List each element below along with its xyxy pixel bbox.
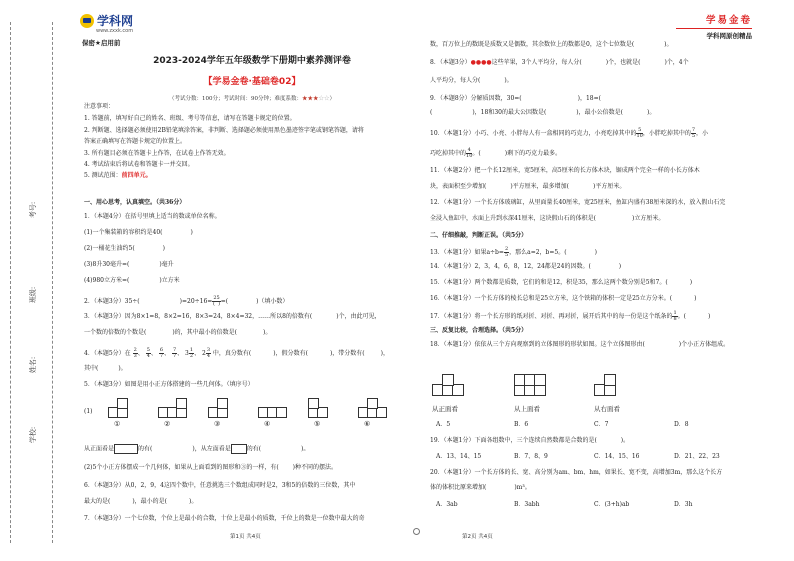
q-text: ) xyxy=(708,313,711,320)
q-text: 巧吃掉其中的 xyxy=(430,150,467,157)
q-text: )平方厘米，最多增加( xyxy=(510,183,570,190)
question-6b xyxy=(84,499,197,505)
question-7: 7．（本题3分）一个七位数，个位上是最小的合数，十位上是最小的质数，千位上的数是一位数中最大的奇 xyxy=(84,515,365,522)
q-text: )，18=( xyxy=(577,95,601,102)
question-1: 1．（本题4分）在括号里填上适当的数或单位名称。 xyxy=(84,213,221,220)
note-item xyxy=(84,173,152,179)
q-text: (2)5个小正方体摆成一个几何体，如果从上面看到的图形和③的一样，有( xyxy=(84,464,279,471)
section-1-heading: 一、用心思考，认真填空。（共36分） xyxy=(84,199,186,206)
q-text: ) xyxy=(618,263,622,270)
q-text: 、 xyxy=(177,350,184,357)
question-12: 12．（本题1分）一个长方体玻璃缸，从里面量长40厘米，宽25厘米，鱼缸内盛有38厘米深的水，放入假山石完 xyxy=(430,199,726,206)
page-footer-left: 第1页 共4页 xyxy=(230,534,261,540)
q-text: 。( xyxy=(472,150,481,157)
q-text: )。 xyxy=(620,437,630,444)
question-11: 11．（本题2分）把一个长12厘米，宽5厘米，高5厘米的长方体木块，锯成两个完全一样的小长方体木 xyxy=(430,167,700,174)
question-20: 20．（本题1分）一个长方体的长、宽、高分别为am、bm、hm，如果长、宽不变，高增加3m，那么这个长方 xyxy=(430,469,723,476)
question-5a xyxy=(84,444,309,454)
question-3 xyxy=(84,314,381,320)
q-text: 的有( xyxy=(246,445,262,453)
school-field-label: 学校: xyxy=(29,426,38,444)
q-text: 。( xyxy=(677,313,686,320)
fraction xyxy=(212,296,220,307)
page-footer-right: 第2页 共4页 xyxy=(462,534,493,540)
q-text: )，假分数有( xyxy=(273,350,308,357)
class-field-label: 班级: xyxy=(29,286,38,304)
exam-subtitle: 【学易金卷·基础卷02】 xyxy=(203,77,301,87)
question-12b xyxy=(430,216,664,222)
option-b[interactable]: B．3abh xyxy=(514,501,540,508)
question-20b xyxy=(430,485,531,491)
q-text: )=20÷16= xyxy=(179,298,213,305)
q-text: ) xyxy=(694,295,697,302)
question-5: 5．（本题3分）如图是用小正方体搭建的一些几何体。（填序号） xyxy=(84,381,254,388)
q-text: )， xyxy=(380,350,389,357)
q-text: 数，百万位上的数既是质数又是偶数，其余数位上的数都是0，这个七位数是( xyxy=(430,41,635,48)
section-2-heading: 二、仔细推敲，判断正误。（共5分） xyxy=(430,232,528,239)
cube-block xyxy=(176,398,187,409)
q-text: )立方厘米。 xyxy=(631,215,665,222)
q-text: 、 xyxy=(164,350,171,357)
fold-mark xyxy=(0,452,1,459)
notes-heading: 注意事项： xyxy=(84,103,115,110)
question-2 xyxy=(84,296,288,307)
right-column-lower xyxy=(430,422,760,522)
q-text: 体的体积比原来增加( xyxy=(430,484,487,491)
q-text: 14．（本题1分）2，3，4，6，8，12，24都是24的因数。( xyxy=(430,263,591,270)
denominator: 5 xyxy=(691,133,696,139)
solid-number-label: ③ xyxy=(214,420,221,428)
exam-meta xyxy=(84,94,420,102)
shape-icon-left xyxy=(231,444,247,454)
q-text: )。 xyxy=(263,329,272,336)
q-text: 的有( xyxy=(138,445,153,453)
note-item: 4. 考试结束后将试卷和答题卡一并交回。 xyxy=(84,161,194,168)
q-text: ) xyxy=(162,245,166,252)
section-3-heading: 三、反复比较，合理选择。（共5分） xyxy=(430,327,528,334)
q-text: 、 xyxy=(137,350,144,357)
view-label: 从上面看 xyxy=(514,405,540,413)
solid-number-label: ① xyxy=(114,420,121,428)
question-7-cont xyxy=(430,42,673,48)
q-text: )。 xyxy=(301,445,310,453)
q-text: )，最小公倍数是( xyxy=(576,109,623,116)
option-d[interactable]: D．8 xyxy=(674,421,689,428)
question-6: 6．（本题3分）从0，2，9，4这四个数中，任意挑选三个数组成同时是2，3和5的倍数的三位数，其中 xyxy=(84,482,356,489)
question-4b xyxy=(84,366,127,372)
note-scope-label: 5. 测试范围： xyxy=(84,172,122,179)
option-c[interactable]: C．7 xyxy=(594,421,609,428)
fraction: $\frac{5}{4}$ xyxy=(146,347,150,359)
q-text: )。 xyxy=(664,41,673,48)
q-text: 一个数的倍数的个数是( xyxy=(84,329,147,336)
question-1b xyxy=(84,246,165,252)
q-text: 其中( xyxy=(84,365,99,372)
question-1a xyxy=(84,230,193,236)
option-a[interactable]: A．3ab xyxy=(436,501,458,508)
q-text: (4)980立方米=( xyxy=(84,277,130,284)
q-text: )个，4个 xyxy=(664,59,689,66)
cube-block xyxy=(367,398,378,409)
cube-block xyxy=(308,398,319,409)
q-text: ) xyxy=(689,279,693,286)
fraction: $\frac{6}{7}$ xyxy=(159,347,163,359)
question-10 xyxy=(430,128,708,139)
logo-text: 学科网 xyxy=(97,14,134,28)
fold-mark xyxy=(0,192,1,199)
q-text: )m³。 xyxy=(514,484,531,491)
question-11b xyxy=(430,184,625,190)
denominator: 10 xyxy=(636,133,643,139)
denominator: 5 xyxy=(504,252,509,258)
numerator: 2 xyxy=(504,246,509,252)
question-14 xyxy=(430,264,621,270)
note-item: 2. 判断题、选择题必须使用2B铅笔填涂答案，非判断、选择题必须使用黑色墨迹签字笔或钢笔答题，请将 xyxy=(84,127,364,134)
star-empty-icon: ☆ xyxy=(324,96,330,102)
q-text: 16．（本题1分）一个长方体的棱长总和是25立方米，这个铁箱的体积一定是25立方分米。( xyxy=(430,295,673,302)
question-8b xyxy=(430,78,513,84)
cube-block xyxy=(117,398,128,409)
numerator: 7 xyxy=(691,127,696,133)
solid-number-label: ② xyxy=(164,420,171,428)
q-text: )，最小的是( xyxy=(132,498,168,505)
solid-number-label: ④ xyxy=(264,420,271,428)
q-text: )（填小数） xyxy=(256,298,289,305)
left-column-lower xyxy=(84,438,420,528)
name-field-label: 姓名: xyxy=(29,356,38,374)
question-3b xyxy=(84,330,271,336)
q-text: )，18和30的最大公因数是( xyxy=(472,109,547,116)
q-text: 最大的是( xyxy=(84,498,111,505)
q-text: (3)8升30毫升=( xyxy=(84,261,130,268)
question-13 xyxy=(430,247,597,258)
note-item: 3. 所有题目必须在答题卡上作答，在试卷上作答无效。 xyxy=(84,150,230,157)
meta-prefix: （考试分数：100分；考试时间：90分钟；难度系数： xyxy=(168,96,302,102)
q-text: 15．（本题1分）两个数都是质数，它们的和是12，积是35，那么这两个数分别是5和7。( xyxy=(430,279,668,286)
q-text: ( xyxy=(430,109,433,116)
question-16 xyxy=(430,296,696,302)
q-text: )。 xyxy=(646,109,656,116)
fraction: $\frac{1}{2}$ xyxy=(189,347,194,359)
fraction: $\frac{3}{4}$ xyxy=(206,347,210,359)
cube-figures xyxy=(84,398,424,434)
q-text: )立方米 xyxy=(159,277,180,284)
cube-block xyxy=(217,398,228,409)
q-text: ) xyxy=(190,229,193,236)
option-a[interactable]: A．13、14、15 xyxy=(436,453,482,460)
q-text: )，从左面看是 xyxy=(192,445,231,453)
star-empty-icon: ☆ xyxy=(318,96,325,102)
q-text: 4．（本题5分）在 xyxy=(84,350,131,357)
question-19 xyxy=(430,438,629,444)
brand-block xyxy=(676,12,752,40)
logo-url: www.zxxk.com xyxy=(96,28,134,34)
fraction: $\frac{2}{3}$ xyxy=(133,347,137,359)
option-c[interactable]: C．(3+h)ab xyxy=(594,501,630,508)
logo-icon xyxy=(80,14,94,28)
star-filled-icon: ★ xyxy=(312,96,319,102)
view-label: 从正面看 xyxy=(432,405,458,413)
q-text: 、 xyxy=(150,350,157,357)
brand-divider xyxy=(676,28,752,29)
question-9 xyxy=(430,96,601,102)
solid-number-label: ⑤ xyxy=(314,420,321,428)
q-text: (2)一桶花生油约5( xyxy=(84,245,135,252)
question-9b xyxy=(430,110,655,116)
option-c[interactable]: C．14、15、16 xyxy=(594,453,640,460)
q-text: 全浸入鱼缸中，水面上升到水深41厘米，这块假山石的体积是( xyxy=(430,215,596,222)
apple-icon: ●●●● xyxy=(470,59,492,66)
fold-line-inner xyxy=(52,22,53,543)
number-field-label: 考号: xyxy=(29,201,38,219)
denominator: 10 xyxy=(466,153,473,159)
fraction: $\frac{7}{7}$ xyxy=(172,347,177,359)
cube-block xyxy=(276,407,287,418)
q-text: )个小正方体组成。 xyxy=(678,341,730,348)
q-text: 17．（本题1分）将一个长方形的纸对折、对折、再对折，展开后其中的每一份是这个纸条的 xyxy=(430,313,673,320)
q-text: 10．（本题1分）小巧、小亮、小胖每人有一盒相同的巧克力，小亮吃掉其中的 xyxy=(430,130,637,137)
note-item: 答案正确填写在答题卡规定的位置上。 xyxy=(84,138,187,145)
q-text: )毫升 xyxy=(159,261,174,268)
option-d[interactable]: D．21、22、23 xyxy=(674,453,720,460)
q-text: ，那么a=2，b=5。( xyxy=(509,249,567,256)
q-text: 人平均分，每人分( xyxy=(430,77,481,84)
question-1c xyxy=(84,262,174,268)
logo xyxy=(80,12,133,29)
meta-suffix: ） xyxy=(329,96,336,102)
q-text: )平方厘米。 xyxy=(593,183,626,190)
option-d[interactable]: D．3h xyxy=(674,501,693,508)
q-text: )。 xyxy=(189,498,198,505)
difficulty-stars xyxy=(302,96,330,102)
q-text: ，小 xyxy=(696,130,709,137)
numerator: 4 xyxy=(467,147,471,153)
option-b[interactable]: B．7、8、9 xyxy=(514,453,548,460)
q-text: )。 xyxy=(118,365,127,372)
view-label: 从右面看 xyxy=(594,405,620,413)
question-10b xyxy=(430,148,561,159)
star-filled-icon: ★ xyxy=(301,96,308,102)
q-text: )，带分数有( xyxy=(329,350,365,357)
q-text: 中，真分数有( xyxy=(212,350,252,357)
q-text: 19．（本题1分）下面各组数中，三个连续自然数都是合数的是( xyxy=(430,437,597,444)
page-center-mark xyxy=(413,528,420,535)
question-15 xyxy=(430,280,692,286)
brand-subtitle: 学科网原创精品 xyxy=(706,32,752,40)
star-filled-icon: ★ xyxy=(307,96,313,102)
numerator: 5 xyxy=(638,127,642,133)
q-text: ，小胖吃掉其中的 xyxy=(642,130,691,137)
q-text: 8．（本题3分） xyxy=(430,59,471,66)
q-text: 、 xyxy=(194,350,201,357)
brand-title: 学易金卷 xyxy=(705,15,752,26)
binding-margin xyxy=(0,0,62,561)
option-b[interactable]: B．6 xyxy=(514,421,529,428)
q-text: 块，表面积至少增加( xyxy=(430,183,487,190)
secret-label: 保密★启用前 xyxy=(82,39,121,47)
q-text: )个，由此可见， xyxy=(336,313,381,320)
q-text: 从正面看是 xyxy=(84,445,115,453)
q-text: (1)一个集装箱的容积约是40( xyxy=(84,229,163,236)
option-a[interactable]: A．5 xyxy=(436,421,451,428)
question-17 xyxy=(430,311,710,322)
q-text: )。 xyxy=(504,77,513,84)
q-text: =( xyxy=(220,298,229,305)
numerator: 25 xyxy=(213,295,220,301)
question-8 xyxy=(430,60,689,66)
q-text: )的，其中最小的倍数是( xyxy=(172,329,238,336)
numerator: 1 xyxy=(673,310,677,316)
note-scope-value: 前四单元。 xyxy=(121,172,152,179)
q-text: )种不同的摆法。 xyxy=(292,464,338,471)
denominator-blank[interactable]: ( ) xyxy=(212,301,221,307)
q-text: )个，也就是( xyxy=(605,59,641,66)
q-text: 2．（本题3分）35÷( xyxy=(84,298,140,305)
note-item: 1. 答题前，填写好自己的姓名、班级、考号等信息，请写在答题卡规定的位置。 xyxy=(84,115,296,122)
denominator: 8 xyxy=(673,316,677,322)
fold-mark xyxy=(0,332,1,339)
question-1d xyxy=(84,278,180,284)
q-text: 18．（本题1分）依依从三个方向观察到的立体图形的形状如图。这个立体图形由( xyxy=(430,341,645,348)
part-1-label: (1) xyxy=(84,408,93,415)
exam-title: 2023-2024学年五年级数学下册期中素养测评卷 xyxy=(153,56,351,66)
q-text: 3．（本题3分）因为8×1=8，8×2=16，8×3=24，8×4=32，……所以8的倍数有( xyxy=(84,313,313,320)
q-text: 13．（本题1分）如果a÷b= xyxy=(430,249,504,256)
question-18 xyxy=(430,342,729,348)
fold-line-outer xyxy=(10,22,11,543)
q-text: 9．（本题8分）分解质因数，30=( xyxy=(430,95,522,102)
question-5b xyxy=(84,465,337,471)
q-text: ) xyxy=(594,249,597,256)
solid-number-label: ⑥ xyxy=(364,420,371,428)
q-text: )剩下的巧克力最多。 xyxy=(504,150,562,157)
shape-icon-front xyxy=(114,444,138,454)
question-4: 4．（本题5分）在 $\frac{2}{3}$ 、 $\frac{5}{4}$ 、 $\frac{6}{7}$ 、 $\frac{7}{7}$ 、 3 $\frac{1}{2}$ 、 2 $\frac{3}{4}$ 中，真分数有( )，假分数有( )，带分数有( )， xyxy=(84,347,389,359)
q-text: 这些苹果，3个人平均分，每人分( xyxy=(491,59,582,66)
